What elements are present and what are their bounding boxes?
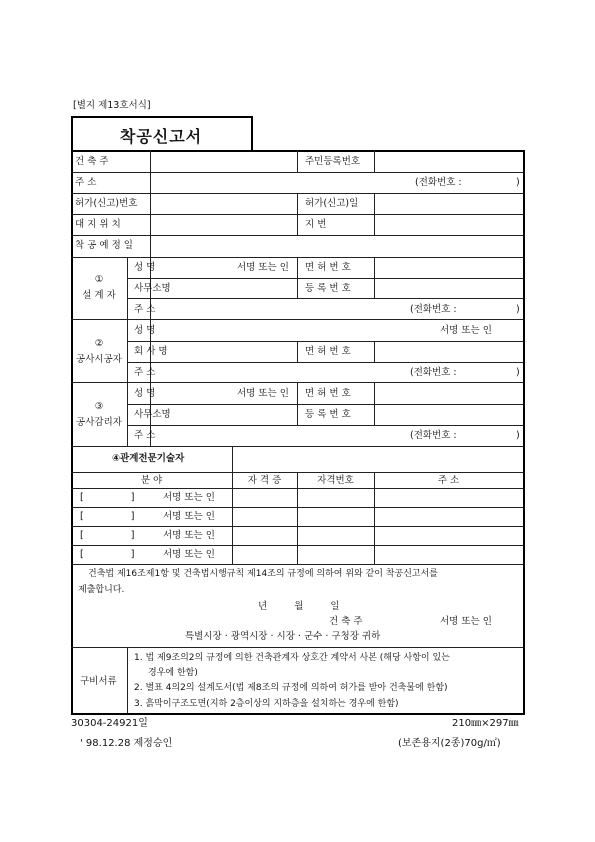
supervisor-num: ③ <box>94 401 104 412</box>
tech-row-sign: 서명 또는 인 <box>163 492 215 503</box>
attachments-label: 구비서류 <box>80 676 117 687</box>
page-title: 착공신고서 <box>119 127 203 146</box>
supervisor-sign: 서명 또는 인 <box>237 388 289 399</box>
contractor-num: ② <box>94 338 104 349</box>
supervisor-reg-label: 등 록 번 호 <box>305 409 351 420</box>
designer-sign: 서명 또는 인 <box>237 262 289 273</box>
paren-close: ) <box>516 430 520 441</box>
attachment-item: 1. 법 제9조의2의 규정에 의한 건축관계자 상호간 계약서 사본 (해당 사항이 있는 <box>134 653 450 663</box>
attachment-item: 경우에 한함) <box>148 668 198 678</box>
contractor-label: 공사시공자 <box>76 354 122 365</box>
supervisor-address-label: 주 소 <box>134 430 156 441</box>
designer-license-label: 면 허 번 호 <box>305 262 351 273</box>
tech-row-bracket: [ ] <box>80 530 135 541</box>
designer-num: ① <box>94 274 104 285</box>
tech-header-address: 주 소 <box>437 475 460 486</box>
declaration-date: 년 월 일 <box>258 601 340 612</box>
designer-name-label: 성 명 <box>134 262 156 273</box>
tech-row-sign: 서명 또는 인 <box>163 530 215 541</box>
footer-code: 30304-24921일 <box>71 718 148 729</box>
contractor-sign: 서명 또는 인 <box>440 325 492 336</box>
tech-row-bracket: [ ] <box>80 492 135 503</box>
address-label: 주 소 <box>75 177 97 188</box>
supervisor-office-label: 사무소명 <box>134 409 171 420</box>
permit-date-label: 허가(신고)일 <box>305 198 359 209</box>
designer-office-label: 사무소명 <box>134 283 171 294</box>
supervisor-name-label: 성 명 <box>134 388 156 399</box>
tech-header-cert: 자 격 증 <box>247 475 282 486</box>
paren-close: ) <box>516 304 520 315</box>
supervisor-license-label: 면 허 번 호 <box>305 388 351 399</box>
paren-close: ) <box>516 177 520 188</box>
form-reference: [별지 제13호서식] <box>73 100 151 111</box>
attachment-item: 2. 별표 4의2의 설계도서(법 제8조의 규정에 의하여 허가를 받아 건축물에 한함) <box>134 683 448 693</box>
tech-row-sign: 서명 또는 인 <box>163 549 215 560</box>
declaration-sign: 서명 또는 인 <box>440 616 492 627</box>
start-date-label: 착 공 예 정 일 <box>75 240 133 251</box>
tech-row-sign: 서명 또는 인 <box>163 511 215 522</box>
supervisor-label: 공사감리자 <box>76 417 122 428</box>
designer-phone-label: (전화번호 : <box>410 304 457 315</box>
contractor-company-label: 회 사 명 <box>134 346 168 357</box>
footer-paper-size: 210㎜×297㎜ <box>452 718 519 729</box>
contractor-address-label: 주 소 <box>134 367 156 378</box>
declaration-recipient: 특별시장 · 광역시장 · 시장 · 군수 · 구청장 귀하 <box>185 631 381 642</box>
designer-address-label: 주 소 <box>134 304 156 315</box>
tech-row-bracket: [ ] <box>80 511 135 522</box>
resident-id-label: 주민등록번호 <box>305 156 361 167</box>
site-location-label: 대 지 위 치 <box>75 219 121 230</box>
supervisor-phone-label: (전화번호 : <box>410 430 457 441</box>
footer-paper-spec: (보존용지(2종)70g/㎡) <box>398 738 501 749</box>
tech-section-title: ④관계전문기술자 <box>112 453 185 464</box>
designer-reg-label: 등 록 번 호 <box>305 283 351 294</box>
attachment-item: 3. 흙막이구조도면(지하 2층이상의 지하층을 설치하는 경우에 한함) <box>134 699 399 709</box>
contractor-name-label: 성 명 <box>134 325 156 336</box>
declaration-line2: 제출합니다. <box>78 585 125 595</box>
tech-header-field: 분 야 <box>140 475 163 486</box>
tech-header-cert-no: 자격번호 <box>317 475 354 486</box>
declaration-owner-label: 건 축 주 <box>329 616 363 627</box>
paren-close: ) <box>516 367 520 378</box>
lot-no-label: 지 번 <box>305 219 327 230</box>
contractor-license-label: 면 허 번 호 <box>305 346 351 357</box>
phone-label: (전화번호 : <box>415 177 462 188</box>
tech-row-bracket: [ ] <box>80 549 135 560</box>
owner-label: 건 축 주 <box>75 156 109 167</box>
permit-no-label: 허가(신고)번호 <box>75 198 138 209</box>
contractor-phone-label: (전화번호 : <box>410 367 457 378</box>
footer-approval: ' 98.12.28 제정승인 <box>80 738 173 749</box>
declaration-line1: 건축법 제16조제1항 및 건축법시행규칙 제14조의 규정에 의하여 위와 같이 착공신고서를 <box>88 569 438 579</box>
designer-label: 설 계 자 <box>82 290 116 301</box>
